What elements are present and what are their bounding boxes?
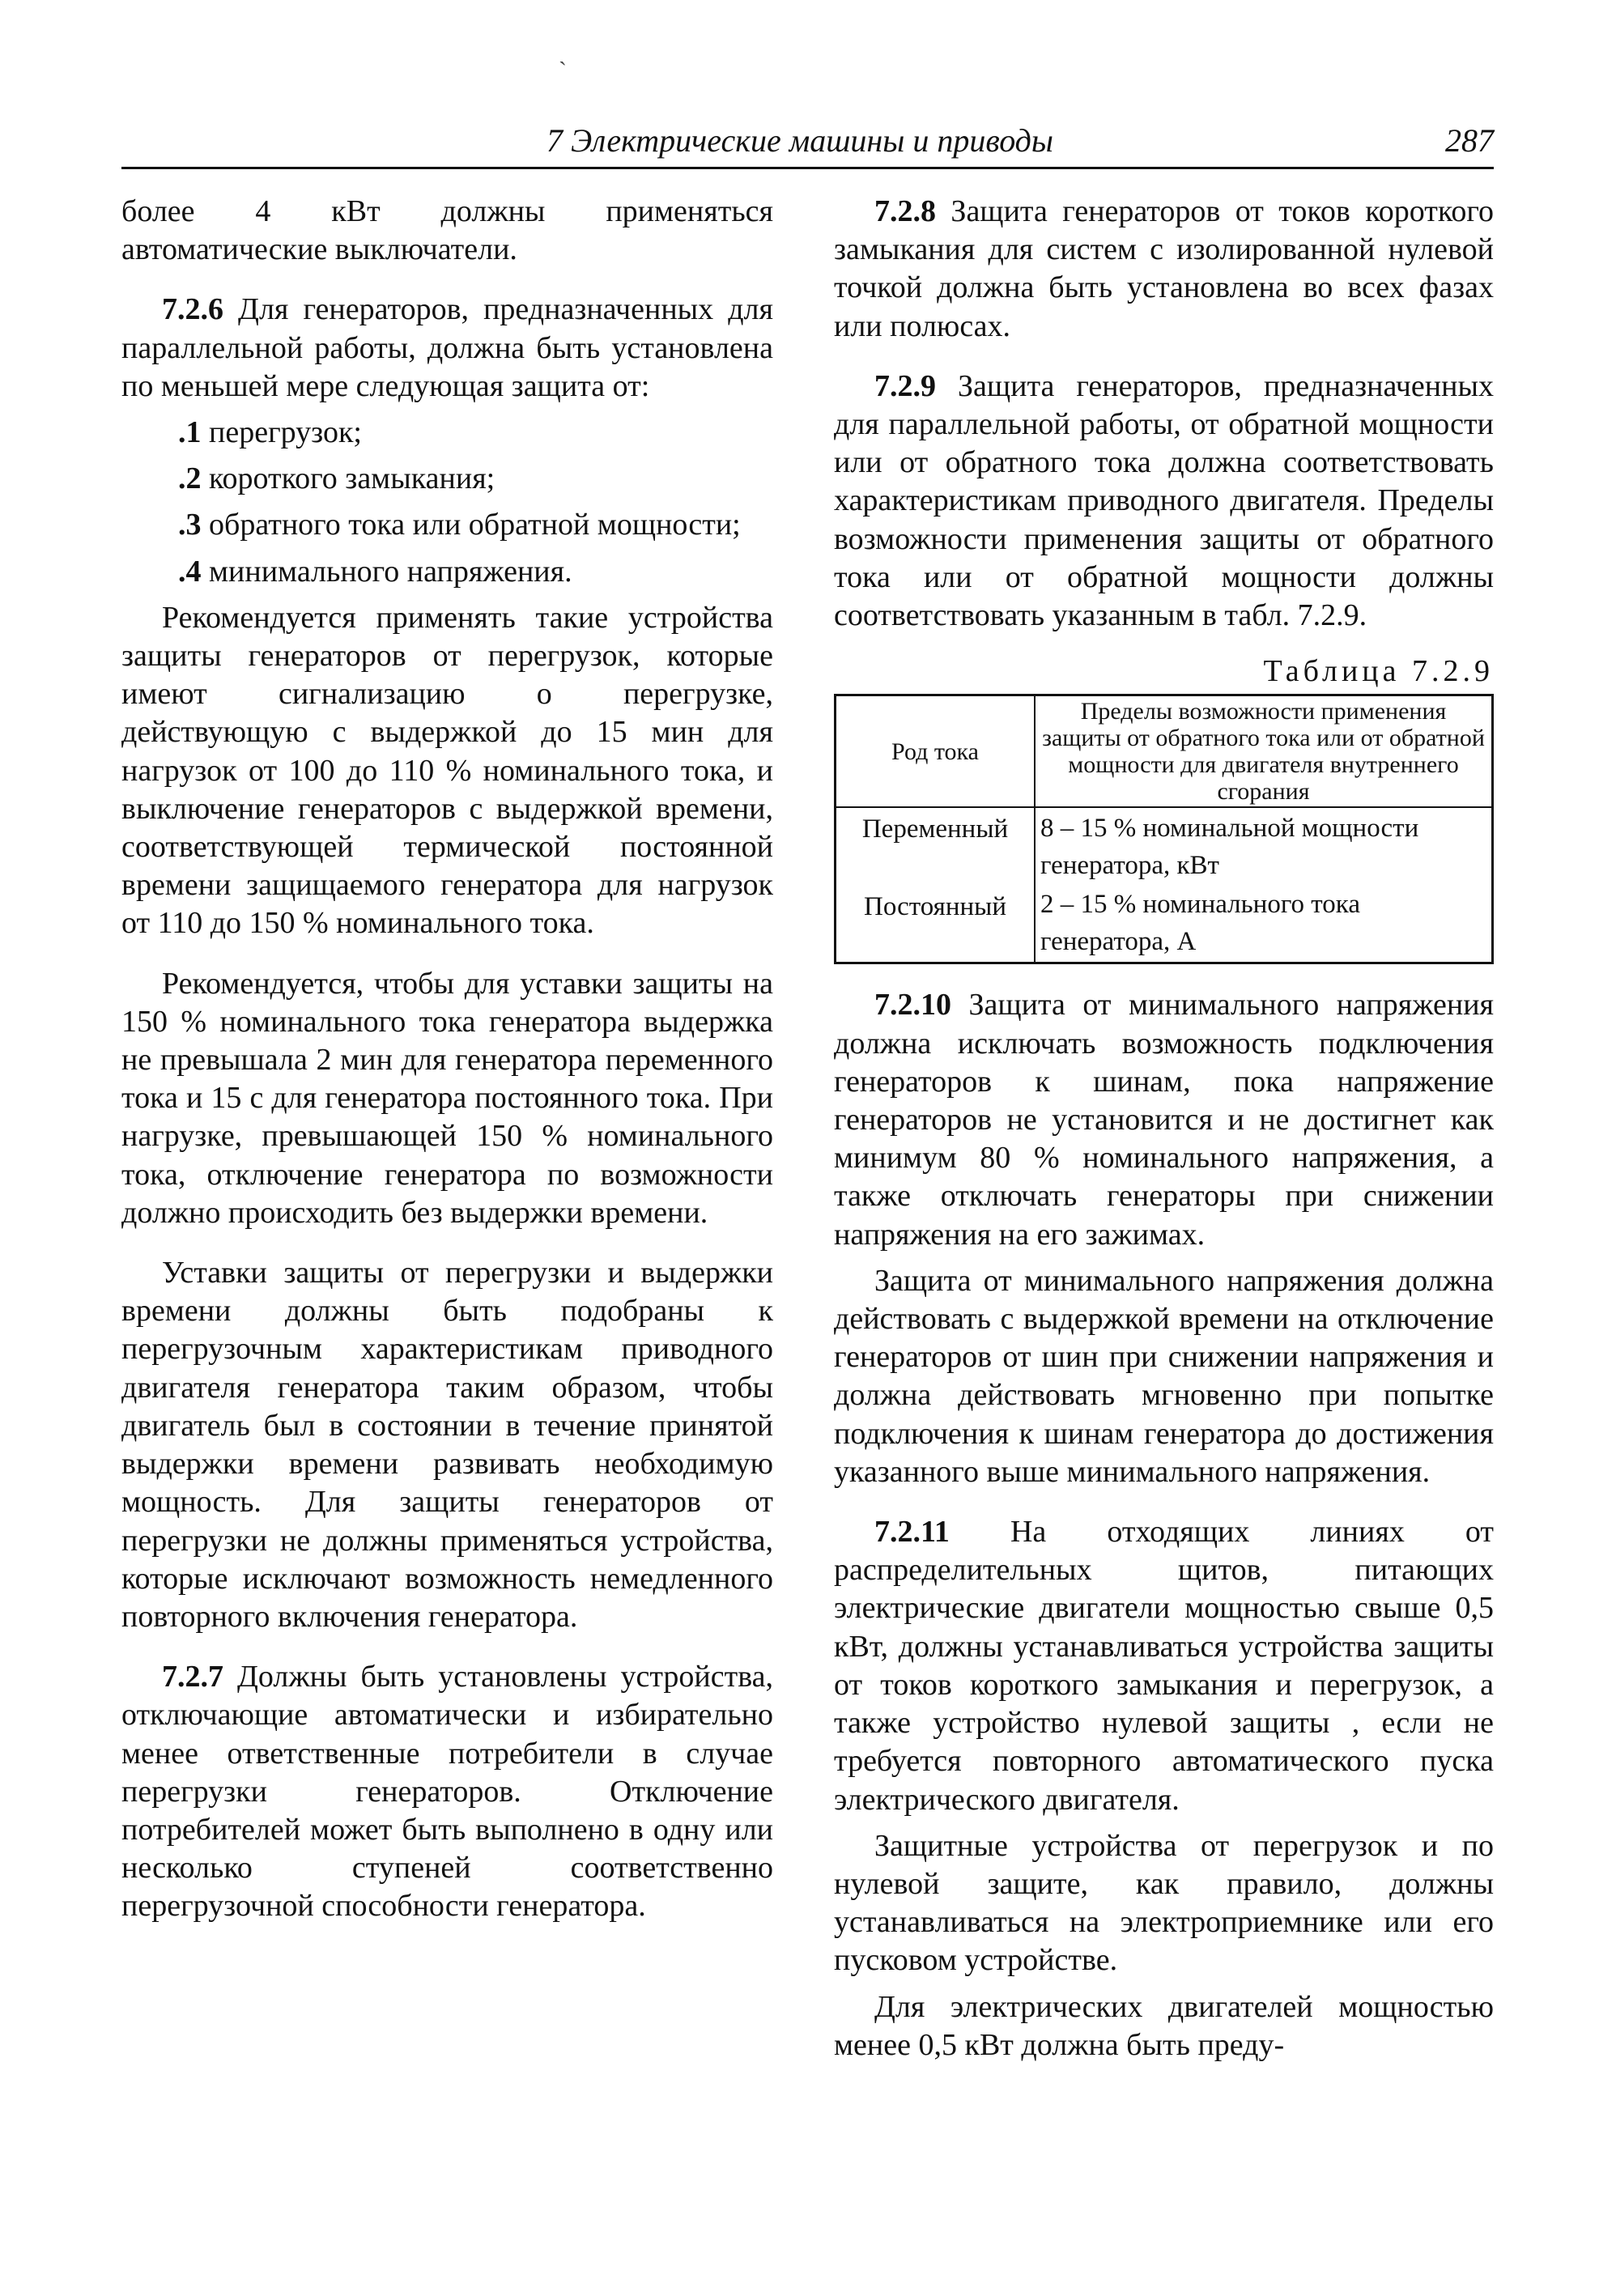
table-row [836, 807, 1493, 963]
section-7-2-7 [121, 1658, 773, 1925]
chapter-title: 7 Электрические машины и приводы [546, 122, 1053, 159]
list-item-text: короткого замыкания; [209, 461, 495, 496]
page-number: 287 [1445, 122, 1494, 159]
table-cell-limits [1035, 807, 1493, 963]
section-number: 7.2.10 [874, 988, 951, 1023]
list-item [121, 460, 773, 498]
right-column [834, 193, 1494, 2064]
paragraph-min-voltage: Защита от минимального напряжения должна действовать с выдержкой времени на отключение генераторов от шин при снижении напряжения и должна действовать мгновенно при попытке подключения к шинам генератора до достижения указанного выше минимального напряжения. [834, 1263, 1494, 1489]
list-item-number: .1 [178, 415, 202, 450]
list-item-text: обратного тока или обратной мощности; [209, 508, 741, 542]
table-7-2-9 [834, 694, 1494, 964]
limit-value: 8 – 15 % номинальной мощности генератора, кВт [1040, 814, 1419, 881]
table-header-row [836, 695, 1493, 808]
section-number: 7.2.6 [162, 292, 223, 327]
list-item-text: перегрузок; [209, 415, 362, 450]
stray-mark: ˏ [559, 39, 567, 66]
table-caption: Таблица 7.2.9 [1263, 654, 1494, 689]
section-number: 7.2.7 [162, 1660, 223, 1694]
paragraph-settings: Уставки защиты от перегрузки и выдержки времени должны быть подобраны к перегрузочным характеристикам приводного двигателя генератора таким образом, чтобы двигатель был в состоянии в течение принятой выдержки времени развивать необходимую мощность. Для защиты генераторов от перегрузки не должны применяться устройства, которые исключают возможность немедленного повторного включения генератора. [121, 1256, 773, 1634]
list-item-number: .4 [178, 554, 202, 589]
running-header [121, 121, 1494, 169]
section-number: 7.2.11 [874, 1515, 950, 1550]
current-type: Постоянный [864, 892, 1006, 922]
section-text: На отходящих линиях от распределительных щитов, питающих электрические двигатели мощностью свыше 0,5 кВт, должны устанавливаться устройства защиты от токов короткого замыкания и перегрузок, а также устройство нулевой защиты , если не требуется повторного автоматического пуска электрического двигателя. [834, 1515, 1494, 1817]
paragraph-recommendation-2: Рекомендуется, чтобы для уставки защиты на 150 % номинального тока генератора выдержка не превышала 2 мин для генератора переменного тока и 15 с для генератора постоянного тока. При нагрузке, превышающей 150 % номинального тока, отключение генератора по возможности должно происходить без выдержки времени. [121, 966, 773, 1230]
section-7-2-9 [834, 368, 1494, 635]
table-header-cell: Пределы возможности применения защиты от обратного тока или от обратной мощности для двигателя внутреннего сгорания [1035, 695, 1493, 808]
section-text: Должны быть установлены устройства, отключающие автоматически и избирательно менее ответственные потребители в случае перегрузки генераторов. Отключение потребителей может быть выполнено в одну или несколько ступеней соответственно перегрузочной способности генератора. [121, 1660, 773, 1924]
section-number: 7.2.8 [874, 194, 936, 228]
list-item-number: .3 [178, 508, 202, 542]
current-type: Переменный [861, 814, 1009, 844]
paragraph-protection: Защитные устройства от перегрузок и по нулевой защите, как правило, должны устанавливаться на электроприемнике или его пусковом устройстве. [834, 1828, 1494, 1978]
table-cell-type [836, 807, 1036, 963]
list-item [121, 506, 773, 544]
paragraph-recommendation-1: Рекомендуется применять такие устройства защиты генераторов от перегрузок, которые имеют сигнализацию о перегрузке, действующую с выдержкой до 15 мин для нагрузок от 100 до 110 % номинального тока, и выключение генераторов с выдержкой времени, соответствующей термической постоянной времени защищаемого генератора для нагрузок от 110 до 150 % номинального тока. [121, 600, 773, 941]
section-text: Защита генераторов от токов короткого замыкания для систем с изолированной нулевой точкой должна быть установлена во всех фазах или полюсах. [834, 194, 1495, 343]
table-header-cell: Род тока [836, 695, 1036, 808]
left-column [121, 193, 773, 1926]
limit-value: 2 – 15 % номинального тока генератора, А [1040, 890, 1360, 957]
list-item [121, 414, 773, 452]
section-7-2-8 [834, 193, 1494, 346]
section-7-2-10 [834, 986, 1494, 1253]
section-7-2-11 [834, 1513, 1494, 1819]
section-text: Защита от минимального напряжения должна исключать возможность подключения генераторов к шинам, пока напряжение генераторов не установится и не достигнет как минимум 80 % номинального напряжения, а также отключать генераторы при снижении напряжения на его зажимах. [834, 988, 1495, 1252]
paragraph-last: Для электрических двигателей мощностью менее 0,5 кВт должна быть преду- [834, 1989, 1494, 2062]
section-text: Защита генераторов, предназначенных для параллельной работы, от обратной мощности или от обратного тока должна соответствовать характеристикам приводного двигателя. Пределы возможности применения защиты от обратного тока или от обратной мощности должны соответствовать указанным в табл. 7.2.9. [834, 368, 1494, 633]
paragraph-intro: более 4 кВт должны применяться автоматические выключатели. [121, 194, 773, 267]
list-item-text: минимального напряжения. [209, 554, 572, 589]
section-7-2-6 [121, 291, 773, 406]
list-item-number: .2 [178, 461, 202, 496]
list-item [121, 553, 773, 591]
section-text: Для генераторов, предназначенных для параллельной работы, должна быть установлена по меньшей мере следующая защита от: [121, 292, 773, 403]
section-number: 7.2.9 [874, 368, 936, 403]
